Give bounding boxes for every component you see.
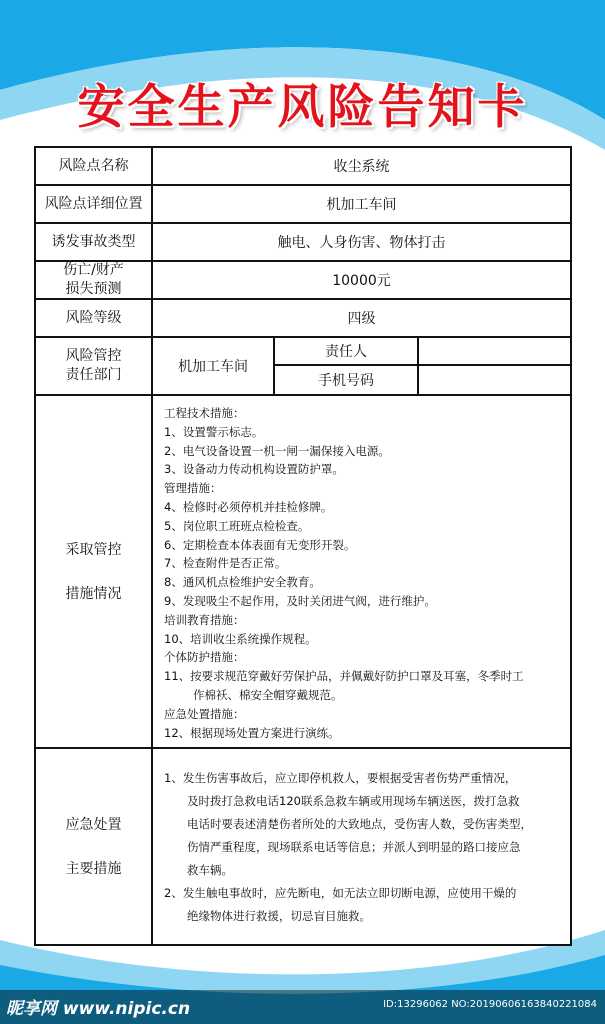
- label-loss-line1: 伤亡/财产: [63, 262, 124, 278]
- label-dept-line2: 责任部门: [65, 367, 122, 383]
- label-emergency: [36, 749, 153, 944]
- value-dept: 机加工车间: [153, 338, 275, 394]
- measure-line: 10、培训收尘系统操作规程。: [164, 631, 317, 646]
- label-dept: [36, 338, 153, 394]
- measure-line: 应急处置措施：: [164, 706, 245, 721]
- row-measures: [36, 396, 570, 749]
- label-emergency-line2: 主要措施: [65, 860, 122, 877]
- row-level: [36, 300, 570, 338]
- label-responsible: 责任人: [275, 338, 419, 366]
- emergency-list: [164, 767, 564, 928]
- emergency-line: 伤情严重程度，现场联系电话等信息；并派人到明显的路口接应急: [187, 840, 521, 854]
- measure-line: 7、检查附件是否正常。: [164, 556, 287, 571]
- value-phone: [419, 366, 570, 394]
- risk-card: [34, 146, 572, 946]
- value-risk-name: 收尘系统: [333, 159, 390, 175]
- measure-line: 个体防护措施：: [164, 650, 245, 665]
- label-dept-line1: 风险管控: [65, 348, 122, 364]
- measure-line: 8、通风机点检维护安全教育。: [164, 575, 321, 590]
- row-risk-name: [36, 148, 570, 186]
- emergency-line: 及时拨打急救电话120联系急救车辆或用现场车辆送医，拨打急救: [187, 794, 520, 808]
- measure-line: 11、按要求规范穿戴好劳保护品，并佩戴好防护口罩及耳塞，冬季时工: [164, 669, 524, 684]
- watermark-logo: 昵享网 www.nipic.cn: [6, 999, 191, 1019]
- label-accident-type: 诱发事故类型: [36, 224, 153, 260]
- label-measures-line2: 措施情况: [65, 585, 122, 602]
- measure-line: 1、设置警示标志。: [164, 424, 264, 439]
- measures-list: [164, 404, 564, 742]
- page-title: 安全生产风险告知卡: [77, 80, 528, 135]
- label-loss-line2: 损失预测: [65, 281, 122, 297]
- emergency-line: 电话时要表述清楚伤者所处的大致地点，受伤害人数，受伤害类型，: [187, 817, 532, 831]
- measure-line: 5、岗位职工班班点检检查。: [164, 518, 310, 533]
- emergency-line: 1、发生伤害事故后，应立即停机救人，要根据受害者伤势严重情况，: [164, 771, 517, 785]
- row-accident-type: [36, 224, 570, 262]
- emergency-line: 救车辆。: [187, 863, 233, 877]
- measure-line: 作棉袄、棉安全帽穿戴规范。: [193, 687, 343, 702]
- emergency-line: 2、发生触电事故时，应先断电，如无法立即切断电源，应使用干燥的: [164, 886, 517, 900]
- label-emergency-line1: 应急处置: [65, 816, 122, 833]
- label-phone: 手机号码: [275, 366, 419, 394]
- value-level: 四级: [347, 311, 376, 327]
- label-risk-name: 风险点名称: [36, 148, 153, 184]
- value-loss: 10000元: [332, 273, 391, 289]
- measure-line: 管理措施：: [164, 481, 222, 496]
- emergency-line: 绝缘物体进行救援，切忌盲目施救。: [187, 909, 371, 923]
- label-level: 风险等级: [36, 300, 153, 336]
- measure-line: 6、定期检查本体表面有无变形开裂。: [164, 537, 356, 552]
- row-dept: [36, 338, 570, 396]
- value-location: 机加工车间: [326, 197, 397, 213]
- label-measures: [36, 396, 153, 747]
- row-emergency: [36, 749, 570, 944]
- measure-line: 培训教育措施：: [164, 612, 245, 627]
- row-location: [36, 186, 570, 224]
- value-accident-type: 触电、人身伤害、物体打击: [277, 235, 446, 251]
- measure-line: 4、检修时必须停机并挂检修牌。: [164, 499, 333, 514]
- label-loss: [36, 262, 153, 298]
- watermark-id: ID:13296062 NO:20190606163840221084: [383, 999, 597, 1010]
- measure-line: 9、发现吸尘不起作用，及时关闭进气阀，进行维护。: [164, 593, 436, 608]
- row-loss: [36, 262, 570, 300]
- label-location: 风险点详细位置: [36, 186, 153, 222]
- measure-line: 12、根据现场处置方案进行演练。: [164, 725, 340, 740]
- value-responsible: [419, 338, 570, 366]
- measure-line: 2、电气设备设置一机一闸一漏保接入电源。: [164, 443, 390, 458]
- label-measures-line1: 采取管控: [65, 541, 122, 558]
- measure-line: 工程技术措施：: [164, 406, 245, 420]
- measure-line: 3、设备动力传动机构设置防护罩。: [164, 462, 344, 477]
